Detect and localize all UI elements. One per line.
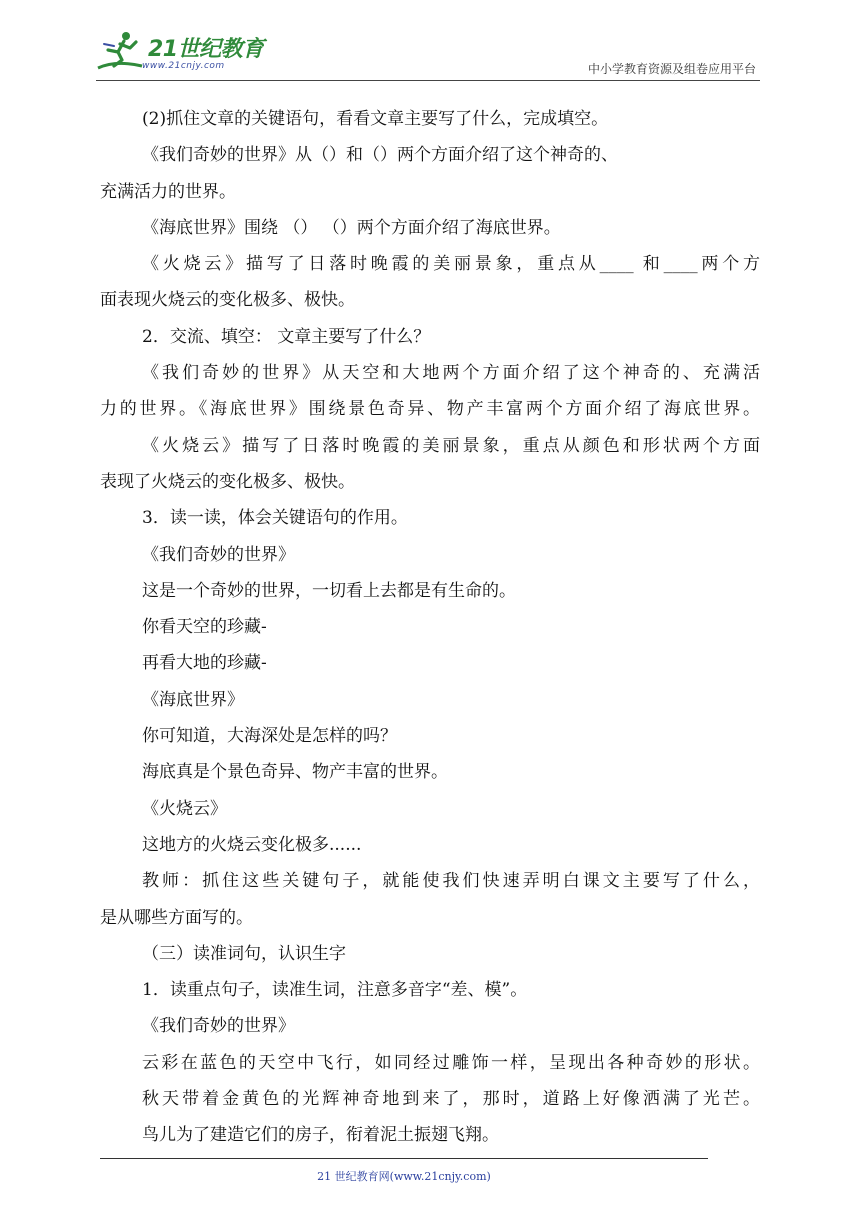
paragraph-line: 秋天带着金黄色的光辉神奇地到来了，那时，道路上好像洒满了光芒。 <box>142 1089 760 1110</box>
header-divider <box>96 80 760 81</box>
section-heading: （三）读准词句，认识生字 <box>142 943 346 964</box>
paragraph-line: 《海底世界》 <box>142 689 244 710</box>
paragraph-line: 你看天空的珍藏- <box>142 617 267 638</box>
section-heading: 3．读一读，体会关键语句的作用。 <box>142 508 408 529</box>
paragraph-line: 鸟儿为了建造它们的房子，衔着泥土振翅飞翔。 <box>142 1125 499 1146</box>
paragraph-line: (2)抓住文章的关键语句，看看文章主要写了什么，完成填空。 <box>142 109 609 129</box>
runner-logo-icon <box>96 30 146 74</box>
paragraph-line: 你可知道，大海深处是怎样的吗？ <box>142 726 397 747</box>
logo-text: 21世纪教育 <box>148 37 264 62</box>
paragraph-line: 海底真是个景色奇异、物产丰富的世界。 <box>142 762 448 783</box>
paragraph-line: 面表现火烧云的变化极多、极快。 <box>100 290 355 311</box>
paragraph-line: 《火烧云》描写了日落时晚霞的美丽景象，重点从____ 和____两个方 <box>142 254 760 275</box>
paragraph-line: 《我们奇妙的世界》从（）和（）两个方面介绍了这个神奇的、 <box>142 145 618 166</box>
paragraph-line: 《我们奇妙的世界》从天空和大地两个方面介绍了这个神奇的、充满活 <box>142 363 760 384</box>
page-header <box>96 28 760 88</box>
paragraph-line: 这是一个奇妙的世界，一切看上去都是有生命的。 <box>142 580 516 601</box>
paragraph-line: 是从哪些方面写的。 <box>100 907 253 928</box>
paragraph-line: 《我们奇妙的世界》 <box>142 1016 295 1037</box>
paragraph-line: 这地方的火烧云变化极多...... <box>142 834 362 855</box>
paragraph-line: 教师：抓住这些关键句子，就能使我们快速弄明白课文主要写了什么， <box>142 871 760 892</box>
paragraph-line: 充满活力的世界。 <box>100 181 236 202</box>
paragraph-line: 《我们奇妙的世界》 <box>142 544 295 565</box>
paragraph-line: 云彩在蓝色的天空中飞行，如同经过雕饰一样，呈现出各种奇妙的形状。 <box>142 1052 760 1073</box>
page-footer[interactable]: 21 世纪教育网(www.21cnjy.com) <box>317 1170 491 1183</box>
footer-divider <box>100 1158 708 1159</box>
paragraph-line: 《海底世界》围绕 （） （）两个方面介绍了海底世界。 <box>142 217 561 238</box>
section-heading: 1．读重点句子，读准生词，注意多音字“差、模”。 <box>142 980 528 1001</box>
site-logo[interactable] <box>96 30 266 78</box>
logo-url: www.21cnjy.com <box>142 61 225 71</box>
section-heading: 2．交流、填空： 文章主要写了什么？ <box>142 326 431 347</box>
paragraph-line: 力的世界。《海底世界》围绕景色奇异、物产丰富两个方面介绍了海底世界。 <box>100 399 760 420</box>
paragraph-line: 《火烧云》描写了日落时晚霞的美丽景象，重点从颜色和形状两个方面 <box>142 435 760 456</box>
document-body <box>100 101 760 1154</box>
paragraph-line: 表现了火烧云的变化极多、极快。 <box>100 471 355 492</box>
paragraph-line: 《火烧云》 <box>142 798 227 819</box>
platform-title: 中小学教育资源及组卷应用平台 <box>587 62 756 76</box>
paragraph-line: 再看大地的珍藏- <box>142 653 267 674</box>
